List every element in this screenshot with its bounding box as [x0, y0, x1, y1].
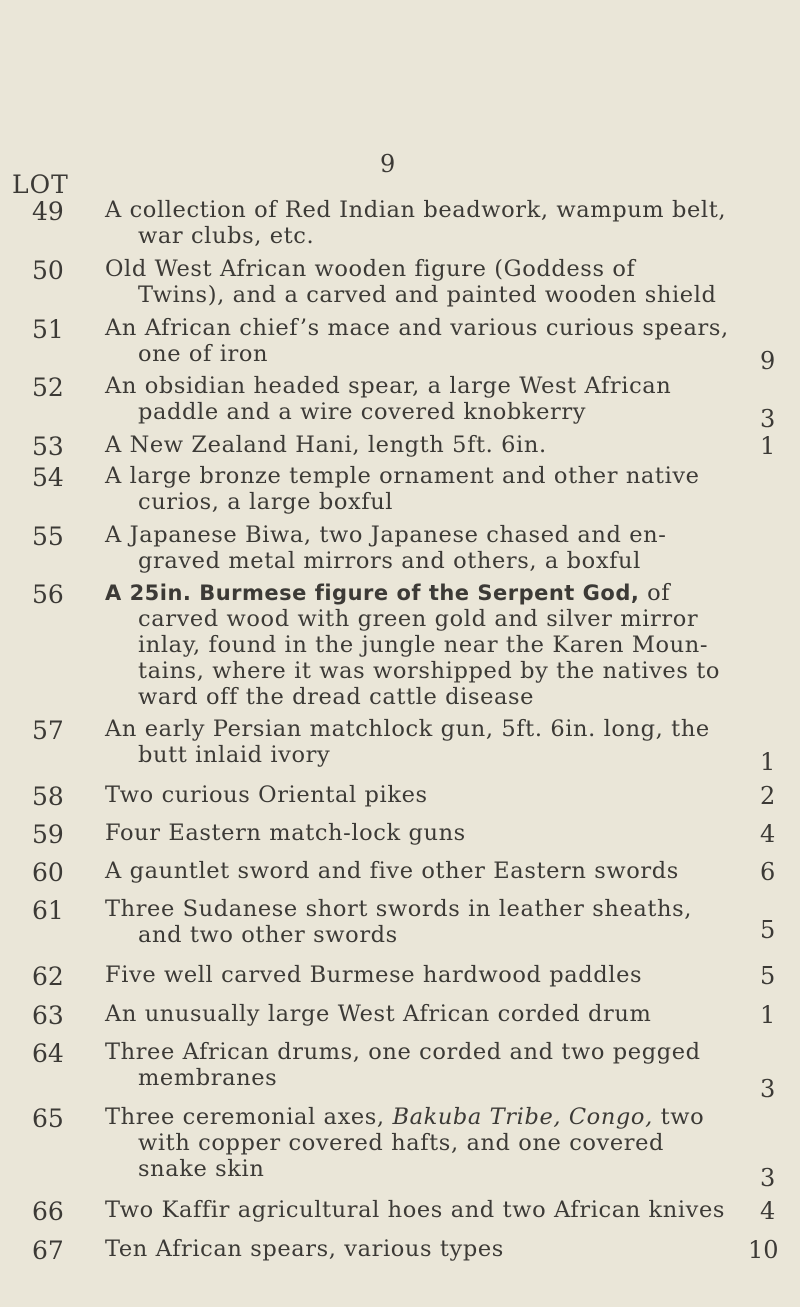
lot-quantity: 4	[760, 820, 776, 848]
lot-description: Old West African wooden figure (Goddess of Twins), and a carved and painted wooden shield	[105, 256, 717, 308]
lot-quantity: 9	[760, 347, 776, 375]
lot-quantity: 5	[760, 962, 776, 990]
lot-description: An unusually large West African corded drum	[105, 1001, 652, 1027]
lot-number: 66	[32, 1197, 64, 1226]
lot-quantity: 10	[748, 1236, 779, 1264]
lot-number: 58	[32, 782, 64, 811]
lot-number: 54	[32, 463, 64, 492]
lot-quantity: 1	[760, 748, 776, 776]
lot-number: 56	[32, 580, 64, 609]
lot-number: 62	[32, 962, 64, 991]
lot-description: An obsidian headed spear, a large West African paddle and a wire covered knobkerry	[105, 373, 672, 425]
lot-quantity: 3	[760, 1164, 776, 1192]
lot-number: 64	[32, 1039, 64, 1068]
lot-description: Five well carved Burmese hardwood paddles	[105, 962, 643, 988]
lot-number: 57	[32, 716, 64, 745]
lot-description: A 25in. Burmese figure of the Serpent God, of carved wood with green gold and silver mirror inlay, found in the jungle near the Karen Moun- tains, where it was worshipped by the natives to ward off the dread cattle disease	[105, 580, 721, 710]
lot-quantity: 1	[760, 1001, 776, 1029]
tribe-name: Bakuba Tribe, Congo,	[392, 1104, 653, 1130]
lot-column-header: LOT	[12, 170, 69, 199]
lot-description: An early Persian matchlock gun, 5ft. 6in. long, the butt inlaid ivory	[105, 716, 710, 768]
lot-number: 60	[32, 858, 64, 887]
lot-quantity: 6	[760, 858, 776, 886]
lot-quantity: 1	[760, 432, 776, 460]
lot-number: 49	[32, 197, 64, 226]
lot-description: Four Eastern match-lock guns	[105, 820, 466, 846]
lot-number: 65	[32, 1104, 64, 1133]
lot-description: A collection of Red Indian beadwork, wampum belt, war clubs, etc.	[105, 197, 727, 249]
lot-number: 50	[32, 256, 64, 285]
page-number: 9	[380, 150, 396, 178]
lot-number: 55	[32, 522, 64, 551]
lot-description: A New Zealand Hani, length 5ft. 6in.	[105, 432, 547, 458]
lot-quantity: 3	[760, 405, 776, 433]
lot-quantity: 4	[760, 1197, 776, 1225]
lot-quantity: 2	[760, 782, 776, 810]
lot-number: 53	[32, 432, 64, 461]
lot-description: Three ceremonial axes, Bakuba Tribe, Congo, two with copper covered hafts, and one covered snake skin	[105, 1104, 705, 1182]
lot-description: Three African drums, one corded and two pegged membranes	[105, 1039, 701, 1091]
lot-description: Three Sudanese short swords in leather sheaths, and two other swords	[105, 896, 693, 948]
lot-description: Two curious Oriental pikes	[105, 782, 428, 808]
lot-headline: A 25in. Burmese figure of the Serpent God,	[105, 581, 640, 605]
lot-number: 59	[32, 820, 64, 849]
lot-description: A large bronze temple ornament and other native curios, a large boxful	[105, 463, 700, 515]
lot-number: 63	[32, 1001, 64, 1030]
lot-description: Ten African spears, various types	[105, 1236, 504, 1262]
lot-number: 67	[32, 1236, 64, 1265]
lot-description: An African chief’s mace and various curious spears, one of iron	[105, 315, 729, 367]
lot-description: Two Kaffir agricultural hoes and two African knives	[105, 1197, 726, 1223]
lot-description: A Japanese Biwa, two Japanese chased and en- graved metal mirrors and others, a boxful	[105, 522, 667, 574]
lot-number: 51	[32, 315, 64, 344]
lot-number: 61	[32, 896, 64, 925]
lot-quantity: 5	[760, 916, 776, 944]
lot-number: 52	[32, 373, 64, 402]
lot-quantity: 3	[760, 1075, 776, 1103]
lot-description: A gauntlet sword and five other Eastern swords	[105, 858, 679, 884]
